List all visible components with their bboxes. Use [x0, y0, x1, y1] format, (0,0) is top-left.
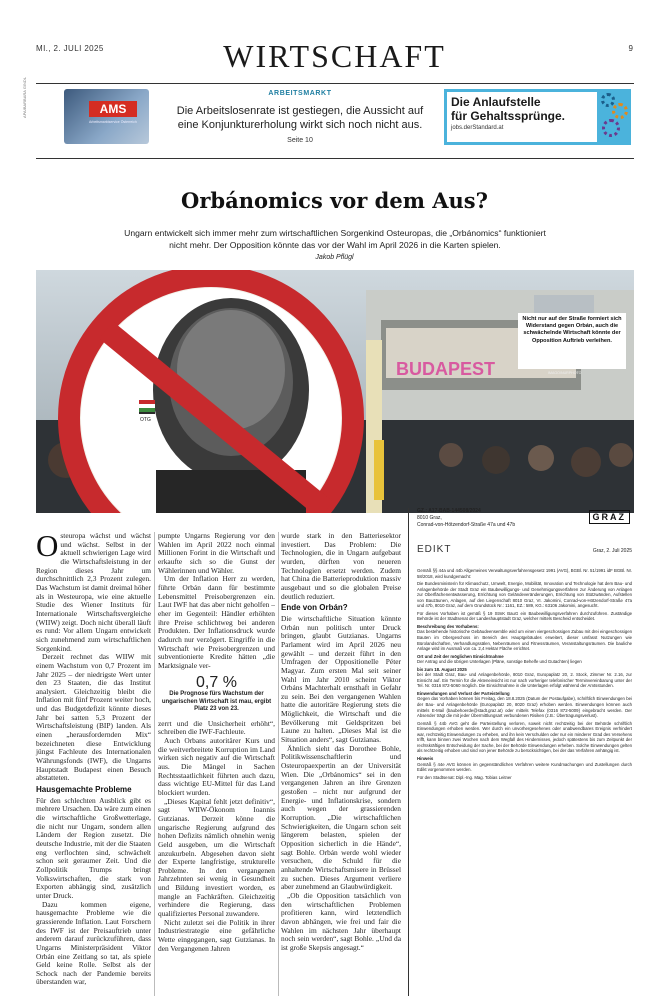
edikt-heading: Ort und Zeit der möglichen Einsichtnahme	[417, 653, 504, 659]
teaser-page-ref[interactable]: Seite 10	[287, 137, 313, 144]
edikt-paragraph: Der Antrag und die übrigen Unterlagen (Pläne, sonstige Behelfe und Gutachten) liegen	[417, 659, 582, 665]
article-column-2	[158, 532, 275, 953]
sticker-text: OTG	[140, 417, 151, 423]
graz-logo: GRAZ	[589, 510, 631, 524]
edikt-paragraph: Die Bundesministerin für Klimaschutz, Umwelt, Energie, Mobilität, Innovation und Technologie hat dem Bau- und Anlagenbehörde der Stadt Graz ein Baubewilligungs- und Genehmigungsverfahren zur Änderung von Anlagen zur Oberflächenentwässerung, Errichtung von Geländeveränderungen, Errichtung von Stützwänden, Aufstellen von Bauzäunen, Anlagen, auf den Liegenschaft 8010 Graz, VI. Jakomini, Conrad-von-Hötzendorf-Straße 47a und 47b, 8010 Graz, auf dem Grundstück Nr.: 1161, EZ.: 589, KG.: 63106 Jakomini, angesucht.	[417, 581, 632, 609]
edikt-reference	[417, 508, 515, 529]
article-photo-illustration	[36, 270, 634, 513]
ams-logo-badge: AMS	[89, 101, 137, 117]
photo-credit: IMAGO/NURPHOTO	[548, 371, 582, 375]
edikt-notice	[417, 508, 632, 996]
job-ad-line-1: Die Anlaufstelle	[451, 95, 541, 109]
paragraph: wurde stark in den Batteriesektor investiert. Das Problem: Die Technologien, die in Ungarn aufgebaut wurden, dürften von neueren Technologien ersetzt werden. Zudem hat China die Batterieproduktion massiv ausgebaut und so die globalen Preise deutlich reduziert.	[281, 531, 401, 601]
edikt-heading: bis zum 18. August 2025	[417, 666, 467, 672]
dropcap: O	[36, 528, 59, 563]
paragraph: „Ob die Opposition tatsächlich von den wirtschaftlichen Problemen profitieren kann, wird letztendlich davon abhängen, wie frei und fair die Wahlen im nächsten Jahr überhaupt noch sein werden“, sagt Bohle. „Und da ist große Skepsis angesagt.“	[281, 890, 401, 952]
column-rule	[154, 532, 155, 996]
subheading: Ende von Orbán?	[281, 603, 348, 613]
paragraph: Um der Inflation Herr zu werden, führte Orbán dann für bestimmte Lebensmittel Preisobergrenzen ein. Laut IWF hat das aber nicht geholfen – eher im Gegenteil: Händler erhöhten ihre Preise schlichtweg bei anderen Produkten. Der Inflationsdruck wurde dadurch nur verzögert. Eingriffe in die Wirtschaft wie Preisobergrenzen und subventionierte Kredite hätten „die Marktsignale ver-	[158, 574, 275, 670]
edikt-paragraph: Gemäß § 44e AVG können im gegenständlichen Verfahren weitere Kundmachungen und Zustellungen durch Edikt vorgenommen werden.	[417, 761, 632, 773]
column-rule	[408, 508, 409, 996]
edikt-paragraph: Das bestehende historische Gebäudeensemble wird um einen viergeschossigen Zubau mit drei eingeschossigen Bauten im Obergeschoss im Bereich des Hauptgebäudes erweitert, dieser umfasst Nutzungen wie Bürolandschaften, Verhandlungssälen, Nebenräumen und Fitnessräumen, Veranstaltungsräumen. Die bauliche Anlage wird im Ausmaß von ca. 2,4 Hektar Fläche errichtet.	[417, 629, 632, 652]
ams-logo	[64, 89, 149, 144]
edikt-paragraph: Gemäß § 44b AVG geht die Parteistellung verloren, soweit nicht rechtzeitig bei der Behörde schriftlich Einwendungen erhoben werden. Wer durch ein unvorhergesehenes oder unabwendbares Ereignis verhindert war, rechtzeitig Einwendungen zu erheben, und ihn kein Verschulden oder nur ein minderer Grad des Versehens trifft, kann binnen zwei Wochen nach dem Wegfall des Hindernisses, jedoch spätestens bis zum Zeitpunkt der rechtskräftigen Entscheidung der Sache, bei der Behörde Einwendungen erheben. Solche Einwendungen gelten als rechtzeitig erhoben und sind von jener Behörde zu berücksichtigen, bei der das Verfahren anhängig ist.	[417, 720, 632, 754]
edikt-signature: Für den Stadtsenat: Dipl.-Ing. Mag. Tobias Leitner	[417, 774, 512, 780]
stat-value: 0,7 %	[196, 673, 237, 691]
edikt-ref-line: 8010 Graz,	[417, 515, 442, 521]
edikt-ref-line: GZ.: A17-BAB-144508/2024	[417, 508, 481, 514]
header-rule	[36, 83, 634, 84]
paragraph: Derzeit rechnet das WIIW mit einem Wachstum von 0,7 Prozent im Jahr 2025 – der niedrigste Wert unter den 23 Staaten, die das Institut analysiert. Gleichzeitig bleibt die Inflation mit fünf Prozent weiter hoch, und das Budgetdefizit könnte dieses Jahr bei satten 5,3 Prozent der Wirtschaftsleistung (BIP) landen. Als einen „herausfordernden Mix“ bezeichneten diese Entwicklung jüngst Fachleute des Internationalen Währungsfonds (IWF), die Ungarns Hauptstadt Budapest einen Besuch abstatteten.	[36, 652, 151, 783]
edikt-paragraph: Gemäß §§ 44a und 44b Allgemeines Verwaltungsverfahrensgesetz 1991 (AVG), BGBl. Nr. 51/1991 idF BGBl. Nr. 58/2018, wird kundgemacht:	[417, 568, 632, 579]
gear-icon	[602, 119, 620, 137]
paragraph: Auch Orbans autoritärer Kurs und die weitverbreitete Korruption im Land wirken sich negativ auf die Wirtschaft aus. Die Mängel in Sachen Rechtsstaatlichkeit führten auch dazu, dass wichtige EU-Mittel für das Land blockiert wurden.	[158, 735, 275, 797]
article-headline: Orbánomics vor dem Aus?	[181, 188, 488, 213]
edikt-ref-line: Conrad-von-Hötzendorf-Straße 47a und 47b	[417, 522, 516, 528]
column-rule	[278, 532, 279, 996]
edikt-title: EDIKT	[417, 544, 452, 555]
job-ad-url[interactable]: jobs.derStandard.at	[451, 125, 504, 131]
page-number: 9	[628, 44, 633, 53]
job-ad-text-box	[447, 92, 597, 142]
teaser-text[interactable]: Die Arbeitslosenrate ist gestiegen, die Aussicht auf eine Konjunkturerholung wirkt sich noch nicht aus.	[176, 105, 424, 131]
article-photo	[36, 270, 634, 513]
paragraph: „Dieses Kapital fehlt jetzt definitiv“, sagt WIIW-Ökonom Ioannis Gutzianas. Derzeit könne die ungarische Regierung aufgrund des hohen Defizits nämlich ohnehin wenig Geld ausgeben, um die Wirtschaft anzukurbeln. Abgesehen davon sieht der Experte langfristige, strukturelle Probleme. In den vergangenen Jahrzehnten sei wenig in Gesundheit und Bildung investiert worden, es mangle an Fachkräften. Gleichzeitig verhindere die Regierung, dass qualifiziertes Personal zuwandere.	[158, 796, 275, 919]
article-byline: Jakob Pflügl	[315, 254, 354, 261]
article-deck: Ungarn entwickelt sich immer mehr zum wirtschaftlichen Sorgenkind Osteuropas, die „Orbánomics“ funktioniert nicht mehr. Der Opposition könnte das vor der Wahl im April 2026 in die Karten spielen.	[124, 228, 546, 250]
ams-logo-subtitle: Arbeitsmarktservice Österreich	[89, 120, 137, 124]
issue-date: MI., 2. JULI 2025	[36, 44, 104, 53]
teaser-photo-credit: APA/BARBARA GINDL	[22, 76, 27, 118]
paragraph: pumpte Ungarns Regierung vor den Wahlen im April 2022 noch einmal Millionen Forint in die Wirtschaft und erkaufte sich so die Gunst der Wählerinnen und Wähler.	[158, 531, 275, 575]
article-column-1	[36, 528, 151, 987]
section-title: WIRTSCHAFT	[223, 38, 446, 74]
stat-text: Die Prognose fürs Wachstum der ungarischen Wirtschaft ist mau, ergibt Platz 23 von 23.	[161, 691, 272, 713]
teaser-rule	[36, 158, 634, 159]
paragraph: Dazu kommen eigene, hausgemachte Probleme wie die grassierende Inflation. Laut Forschern des IWF ist der Preisauftrieb unter anderem darauf zurückzuführen, dass Ungarns Ministerpräsident Viktor Orbán eine Zeitlang so tat, als spiele Geld keine Rolle. Selbst als der Schock nach der Pandemie bereits überstanden war,	[36, 899, 151, 987]
photo-caption: Nicht nur auf der Straße formiert sich Widerstand gegen Orbán, auch die schwächelnde Wirtschaft könnte der Opposition Auftrieb verleihen.	[518, 313, 626, 369]
stat-box	[158, 673, 275, 714]
job-ad[interactable]	[444, 89, 631, 145]
paragraph: steuropa wächst und wächst und wächst. Selbst in der aktuell schwierigen Lage wird die Wirtschaftsleistung in der Region dieses Jahr um durchschnittlich 2,3 Prozent zulegen. Das Wachstum ist damit dreimal höher als in Westeuropa, wie eine aktuelle Studie des Wiener Instituts für Internationale Wirtschaftsvergleiche (WIIW) zeigt. Doch nicht überall läuft es rund: Vor allem Ungarn entwickelt sich zunehmend zum wirtschaftlichen Sorgenkind.	[36, 531, 151, 653]
edikt-heading: Einwendungen und Verlust der Parteistellung	[417, 690, 510, 696]
paragraph: zerrt und die Unsicherheit erhöht“, schreiben die IWF-Fachleute.	[158, 718, 275, 737]
edikt-paragraph: bei der Stadt Graz, Bau- und Anlagenbehörde, 8010 Graz, Europaplatz 20, 2. Stock, Zimmer Nr. 2.16, zur Einsicht auf. Ein Termin für die Akteneinsicht ist nur nach vorheriger telefonischer Terminvereinbarung unter der Tel. Nr. 0316 872-5060 möglich. Die Einsichtnahme in die Unterlagen erfolgt während der Amtsstunden.	[417, 672, 632, 689]
budapest-banner: BUDAPEST	[396, 359, 496, 379]
edikt-heading: Beschreibung des Vorhabens:	[417, 623, 479, 629]
subheading: Hausgemachte Probleme	[36, 785, 132, 795]
edikt-date: Graz, 2. Juli 2025	[592, 548, 632, 554]
edikt-body	[417, 568, 632, 782]
gear-icon	[612, 103, 628, 119]
edikt-paragraph: Gegen das Vorhaben können bis Freitag, den 18.8.2025 (Datum der Postaufgabe), schriftlich Einwendungen bei der Bau- und Anlagenbehörde (Europaplatz 20, 8020 Graz) erhoben werden. Einwendungen können auch mittels E-Mail (baubehoerde@stadt.graz.at) oder mittels Telefax (0316 872-5009) eingebracht werden. Der Absender trägt die mit jeder Übermittlungsart verbundenen Risiken (z.B.: Übertragungsverlust).	[417, 696, 632, 719]
paragraph: Für den schlechten Ausblick gibt es mehrere Ursachen. Da wäre zum einen die wirtschaftliche Großwetterlage, die nicht nur Ungarn, sondern allen Ländern der Region zusetzt. Die deutsche Industrie, mit der die Staaten eng verflochten sind, schwächelt schon seit geraumer Zeit. Und die Zollpolitik Trumps bringt Volkswirtschaften, die stark von Exporten abhängig sind, zusätzlich unter Druck.	[36, 795, 151, 900]
article-column-3	[281, 532, 401, 953]
edikt-heading: Hinweis	[417, 755, 434, 761]
job-ad-line-2: für Gehaltssprünge.	[451, 109, 566, 123]
paragraph: Die wirtschaftliche Situation könnte Orbán nun politisch unter Druck bringen, glaubt Gutzianas. Ungarns Parlament wird im April 2026 neu gewählt – und derzeit führt in den Umfragen der Oppositionelle Péter Magyar. Zum ersten Mal seit seiner Wahl im Jahr 2010 scheint Viktor Orbáns Machterhalt ernsthaft in Gefahr zu sein. Bei den vergangenen Wahlen hatte die autoritäre Regierung stets die Möglichkeit, die Wirtschaft und die Bevölkerung mit Geldspritzen bei Laune zu halten. „Dieses Mal ist die Situation anders“, sagt Gutzianas.	[281, 613, 401, 745]
edikt-paragraph: Für dieses Vorhaben ist gemäß § 19 StmK BauG ein Baubewilligungsverfahren durchzuführen. Zuständige Behörde ist der Stadtsenat der Landeshauptstadt Graz, welcher mittels Bescheid entscheidet.	[417, 610, 632, 622]
teaser-label: ARBEITSMARKT	[268, 90, 332, 97]
paragraph: Nicht zuletzt sei die Politik in ihrer Industriestrategie eine gefährliche Wette eingegangen, sagt Gutzianas. In den Vergangenen Jahren	[158, 917, 275, 953]
paragraph: Ähnlich sieht das Dorothee Bohle, Politikwissenschaftlerin und Osteuropaexpertin an der Universität Wien. Die „Orbánomics“ sei in den vergangenen Jahren an ihre Grenzen gestoßen – nicht nur aufgrund der Energie- und Inflationskrise, sondern auch wegen der grassierenden Korruption. „Die wirtschaftlichen Schwierigkeiten, die Ungarn schon seit längerem belasten, spielen der Opposition sicherlich in die Hände“, sagt Bohle. Orbán werde wohl wieder versuchen, die Schuld für die anhaltende Wirtschaftsmisere in Brüssel zu suchen. Dieses Argument verliere aber zunehmend an Glaubwürdigkeit.	[281, 743, 401, 892]
